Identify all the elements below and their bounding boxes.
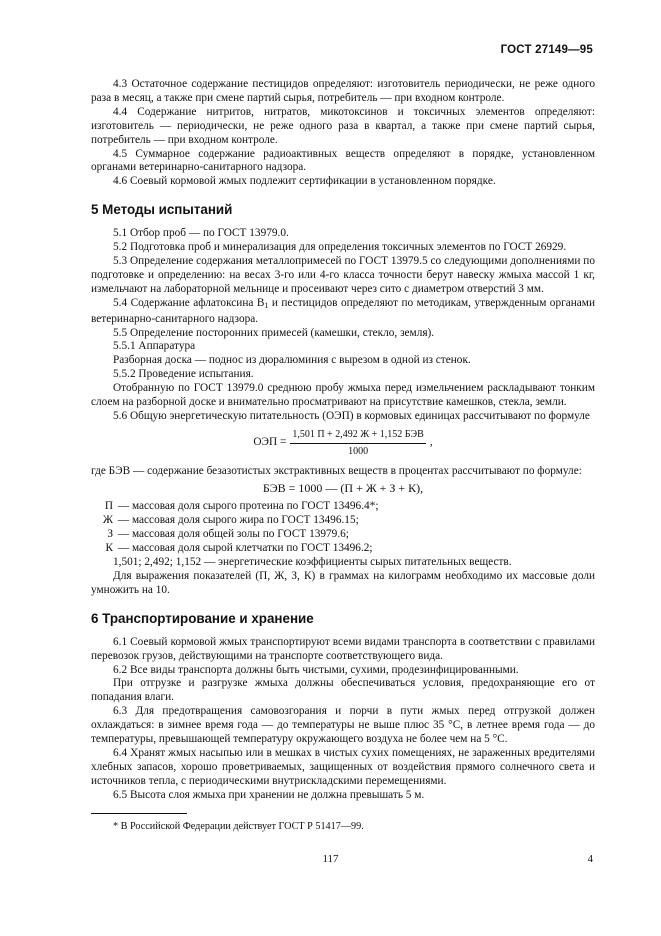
clause-6-4: 6.4 Хранят жмых насыпью или в мешках в чистых сухих помещениях, не зараженных вредителями хлебных запасов, хорошо проветриваемых, защищенных от воздействия прямого солнечного света и источников тепла, с периодическими внутрискладскими перемещениями.	[91, 746, 595, 787]
legend-item	[91, 514, 595, 528]
legend-item	[91, 528, 595, 542]
bev-formula: БЭВ = 1000 — (П + Ж + З + К),	[262, 480, 424, 495]
document-body	[91, 78, 595, 834]
legend-text: — массовая доля общей золы по ГОСТ 13979.6;	[117, 528, 349, 541]
clause-5-3: 5.3 Определение содержания металлопримесей по ГОСТ 13979.5 со следующими дополнениями по подготовке и определению: на весах 3-го или 4-го класса точности берут навеску жмыха массой 1 кг, измельчают на лабораторной мельнице и просеивают через сито с диаметром отверстий 3 мм.	[91, 254, 595, 295]
clause-5-4-start: 5.4 Содержание афлатоксина B	[113, 296, 265, 309]
oep-formula	[91, 428, 595, 459]
legend-symbol: П	[104, 500, 113, 513]
legend-item	[91, 542, 595, 556]
clause-4-6: 4.6 Соевый кормовой жмых подлежит сертификации в установленном порядке.	[113, 175, 496, 188]
clause-6-2: 6.2 Все виды транспорта должны быть чистыми, сухими, продезинфицированными.	[113, 663, 519, 676]
formula-legend	[91, 500, 595, 556]
legend-symbol: Ж	[102, 514, 113, 527]
legend-item	[91, 500, 595, 514]
clause-5-5: 5.5 Определение посторонних примесей (камешки, стекло, земля).	[113, 326, 435, 339]
where-text: где БЭВ — содержание безазотистых экстрактивных веществ в процентах рассчитывают по формуле:	[91, 464, 582, 477]
legend-symbol: З	[107, 528, 113, 541]
footnote: * В Российской Федерации действует ГОСТ Р 51417—99.	[113, 820, 364, 832]
legend-text: — массовая доля сырого протеина по ГОСТ 13496.4*;	[117, 500, 379, 513]
page-number-center: 117	[322, 853, 339, 865]
clause-4-4: 4.4 Содержание нитритов, нитратов, микотоксинов и токсичных элементов определяют: изготовитель — периодически, не реже одного раза в квартал, а также при смене партий сырья, потребитель — при входном контроле.	[91, 105, 595, 146]
procedure-text: Отобранную по ГОСТ 13979.0 среднюю пробу жмыха перед измельчением раскладывают тонким слоем на разборной доске и внимательно просматривают на присутствие камешков, стекла, земли.	[91, 382, 595, 409]
clause-5-4	[91, 297, 595, 327]
section-6-heading: 6 Транспортирование и хранение	[91, 610, 314, 626]
clause-4-3: 4.3 Остаточное содержание пестицидов определяют: изготовитель периодически, не реже одного раза в месяц, а также при смене партий сырья, потребитель — при входном контроле.	[91, 78, 595, 104]
section-5-heading: 5 Методы испытаний	[91, 202, 233, 218]
clause-5-4-end: и пестицидов определяют по методикам, утвержденным органами ветеринарно-санитарного надзора.	[91, 296, 595, 325]
page-number-right: 4	[587, 853, 593, 865]
formula-tail: ,	[429, 436, 433, 449]
clause-6-2-b: При отгрузке и разгрузке жмыха должны обеспечиваться условия, предохраняющие его от попадания влаги.	[91, 677, 595, 704]
clause-6-3: 6.3 Для предотвращения самовозгорания и порчи в пути жмых перед отгрузкой должен охлаждаться: в зимнее время года — до температуры не выше плюс 35 °С, в летнее время года — до температуры, превышающей температуру окружающего воздуха не более чем на 5 °С.	[91, 705, 595, 746]
clause-5-6: 5.6 Общую энергетическую питательность (ОЭП) в кормовых единицах рассчитывают по формуле	[113, 409, 590, 422]
clause-5-1: 5.1 Отбор проб — по ГОСТ 13979.0.	[113, 227, 289, 240]
clause-5-5-2: 5.5.2 Проведение испытания.	[113, 368, 254, 381]
formula-fraction	[290, 428, 425, 459]
formula-denominator: 1000	[348, 445, 369, 457]
clause-5-2: 5.2 Подготовка проб и минерализация для определения токсичных элементов по ГОСТ 26929.	[113, 241, 567, 254]
legend-text: — массовая доля сырой клетчатки по ГОСТ 13496.2;	[117, 542, 373, 555]
footnote-divider	[91, 813, 187, 814]
clause-6-1: 6.1 Соевый кормовой жмых транспортируют всеми видами транспорта в соответствии с правилами перевозок грузов, действующими на транспорте соответствующего вида.	[91, 635, 595, 662]
formula-lhs: ОЭП =	[253, 436, 287, 449]
clause-4-5: 4.5 Суммарное содержание радиоактивных веществ определяют в порядке, установленном органами ветеринарно-санитарного надзора.	[91, 147, 595, 174]
standard-header: ГОСТ 27149—95	[500, 44, 593, 56]
coefficients-text: 1,501; 2,492; 1,152 — энергетические коэффициенты сырых питательных веществ.	[113, 556, 512, 569]
clause-5-5-1: 5.5.1 Аппаратура	[113, 340, 196, 353]
legend-text: — массовая доля сырого жира по ГОСТ 13496.15;	[117, 514, 359, 527]
legend-symbol: К	[105, 542, 113, 555]
apparatus-text: Разборная доска — поднос из дюралюминия с вырезом в одной из стенок.	[113, 354, 471, 367]
formula-numerator: 1,501 П + 2,492 Ж + 1,152 БЭВ	[290, 428, 425, 444]
clause-5-4-subscript: 1	[264, 300, 269, 310]
clause-6-5: 6.5 Высота слоя жмыха при хранении не должна превышать 5 м.	[113, 788, 425, 801]
units-text: Для выражения показателей (П, Ж, З, К) в граммах на килограмм необходимо их массовые доли умножить на 10.	[91, 570, 595, 596]
